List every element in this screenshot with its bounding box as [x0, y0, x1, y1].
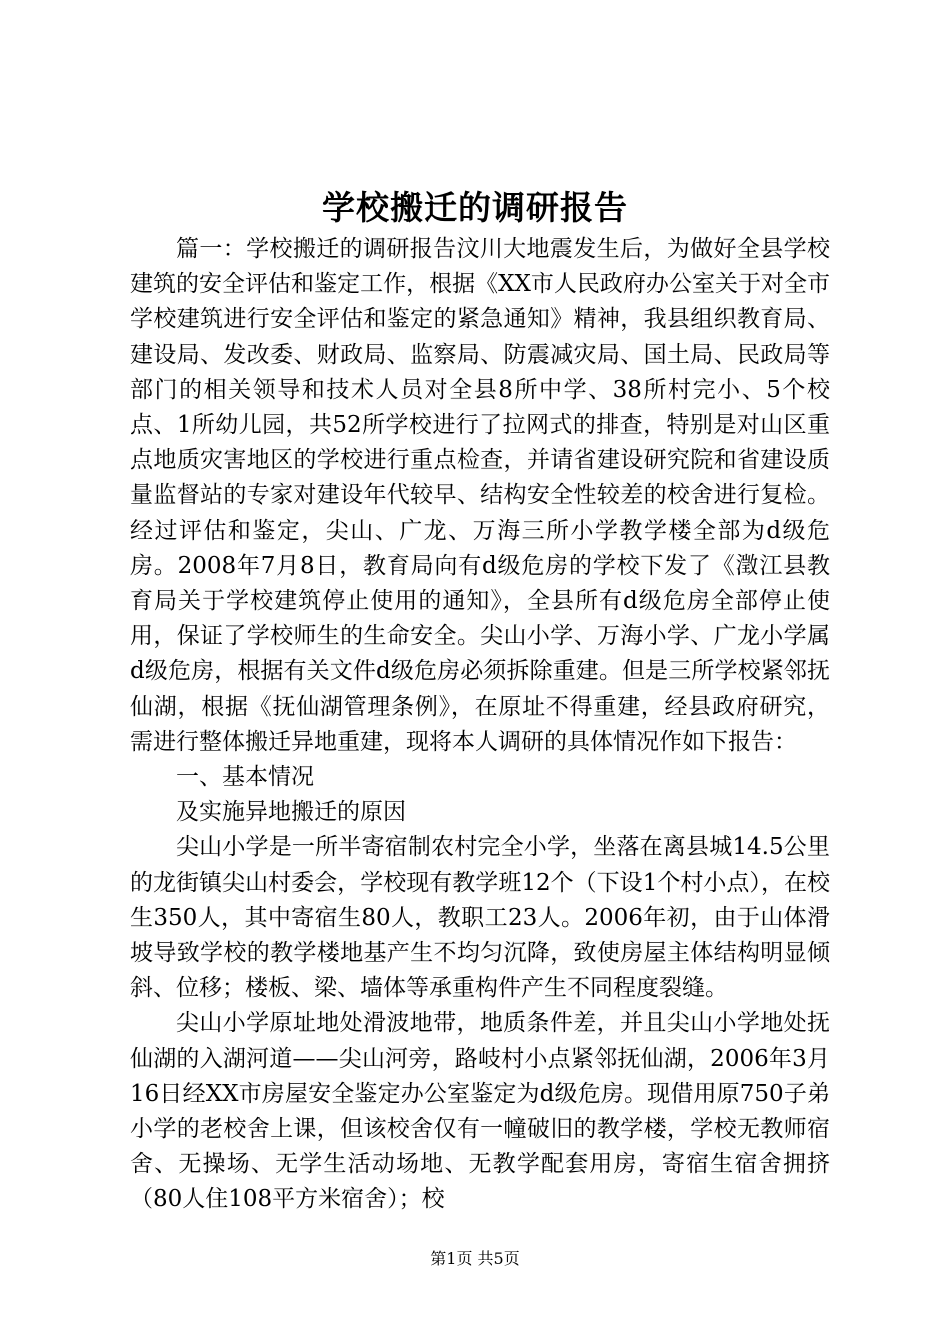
document-body [130, 232, 830, 1218]
document-title: 学校搬迁的调研报告 [322, 188, 628, 227]
paragraph: 篇一：学校搬迁的调研报告汶川大地震发生后，为做好全县学校建筑的安全评估和鉴定工作，根据《XX市人民政府办公室关于对全市学校建筑进行安全评估和鉴定的紧急通知》精神，我县组织教育局、建设局、发改委、财政局、监察局、防震减灾局、国土局、民政局等部门的相关领导和技术人员对全县8所中学、38所村完小、5个校点、1所幼儿园，共52所学校进行了拉网式的排查，特别是对山区重点地质灾害地区的学校进行重点检查，并请省建设研究院和省建设质量监督站的专家对建设年代较早、结构安全性较差的校舍进行复检。经过评估和鉴定，尖山、广龙、万海三所小学教学楼全部为d级危房。2008年7月8日，教育局向有d级危房的学校下发了《澂江县教育局关于学校建筑停止使用的通知》，全县所有d级危房全部停止使用，保证了学校师生的生命安全。尖山小学、万海小学、广龙小学属d级危房，根据有关文件d级危房必须拆除重建。但是三所学校紧邻抚仙湖，根据《抚仙湖管理条例》，在原址不得重建，经县政府研究，需进行整体搬迁异地重建，现将本人调研的具体情况作如下报告： [130, 236, 830, 755]
paragraph: 及实施异地搬迁的原因 [176, 799, 406, 826]
section-heading: 一、基本情况 [176, 764, 314, 791]
page-number-footer: 第1页 共5页 [430, 1249, 520, 1268]
paragraph: 尖山小学是一所半寄宿制农村完全小学，坐落在离县城14.5公里的龙街镇尖山村委会，学校现有教学班12个（下设1个村小点），在校生350人，其中寄宿生80人，教职工23人。2006年初，由于山体滑坡导致学校的教学楼地基产生不均匀沉降，致使房屋主体结构明显倾斜、位移；楼板、梁、墙体等承重构件产生不同程度裂缝。 [130, 834, 830, 1002]
paragraph: 尖山小学原址地处滑波地带，地质条件差，并且尖山小学地处抚仙湖的入湖河道——尖山河旁，路岐村小点紧邻抚仙湖，2006年3月16日经XX市房屋安全鉴定办公室鉴定为d级危房。现借用原750子弟小学的老校舍上课，但该校舍仅有一幢破旧的教学楼，学校无教师宿舍、无操场、无学生活动场地、无教学配套用房，寄宿生宿舍拥挤（80人住108平方米宿舍）；校 [130, 1010, 830, 1213]
